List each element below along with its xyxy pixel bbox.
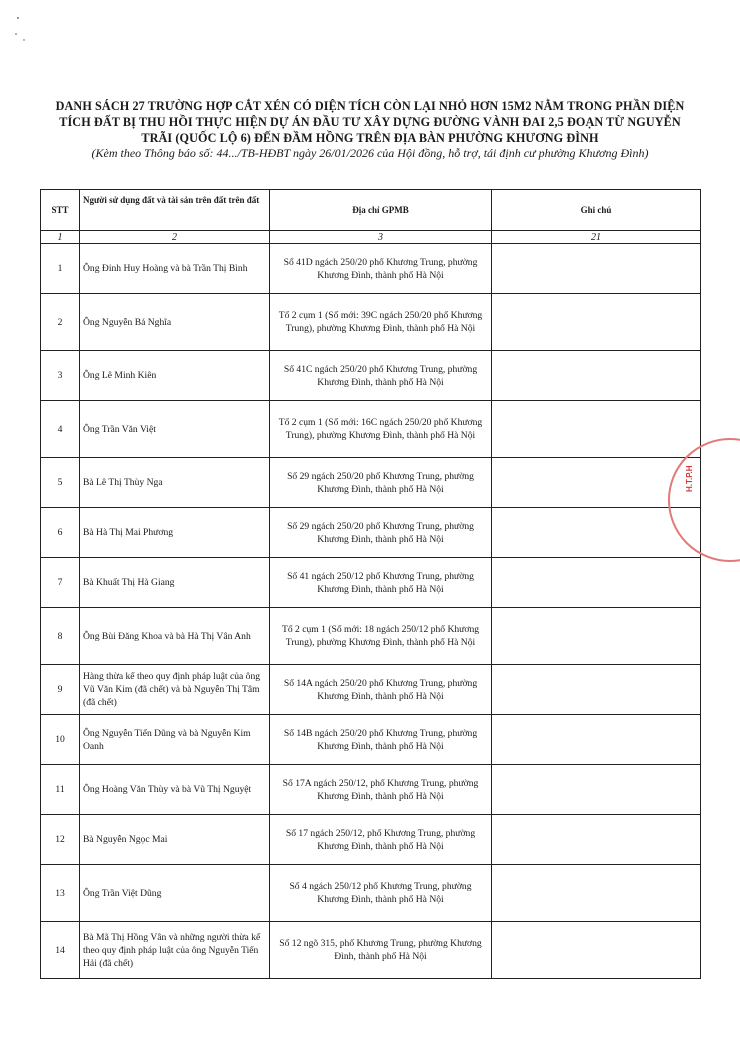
note-cell: [492, 608, 701, 665]
stt-cell: 13: [41, 865, 80, 922]
address-cell: Tổ 2 cụm 1 (Số mới: 18 ngách 250/12 phố Khương Trung), phường Khương Đình, thành phố Hà Nội: [270, 608, 492, 665]
table-row: [41, 244, 701, 294]
name-cell: Bà Nguyễn Ngọc Mai: [80, 815, 270, 865]
name-cell: Ông Hoàng Văn Thùy và bà Vũ Thị Nguyệt: [80, 765, 270, 815]
name-cell: Ông Nguyễn Bá Nghĩa: [80, 294, 270, 351]
stt-cell: 4: [41, 401, 80, 458]
name-cell: Bà Mã Thị Hồng Vân và những người thừa kế theo quy định pháp luật của ông Nguyễn Tiến Hải (đã chết): [80, 922, 270, 979]
note-cell: [492, 244, 701, 294]
table-row: [41, 765, 701, 815]
stt-cell: 3: [41, 351, 80, 401]
table-header-row: [41, 190, 701, 231]
index-cell-4: 21: [492, 231, 701, 244]
header-name: Người sử dụng đất và tài sản trên đất trên đất: [80, 190, 270, 231]
stt-cell: 8: [41, 608, 80, 665]
address-cell: Số 29 ngách 250/20 phố Khương Trung, phường Khương Đình, thành phố Hà Nội: [270, 458, 492, 508]
note-cell: [492, 665, 701, 715]
index-cell-3: 3: [270, 231, 492, 244]
index-cell-1: 1: [41, 231, 80, 244]
table-row: [41, 558, 701, 608]
address-cell: Số 41D ngách 250/20 phố Khương Trung, phường Khương Đình, thành phố Hà Nội: [270, 244, 492, 294]
address-cell: Số 12 ngõ 315, phố Khương Trung, phường Khương Đình, thành phố Hà Nội: [270, 922, 492, 979]
name-cell: Bà Lê Thị Thùy Nga: [80, 458, 270, 508]
table-row: [41, 508, 701, 558]
header-stt: STT: [41, 190, 80, 231]
address-cell: Số 14B ngách 250/20 phố Khương Trung, phường Khương Đình, thành phố Hà Nội: [270, 715, 492, 765]
table-row: [41, 351, 701, 401]
name-cell: Ông Bùi Đăng Khoa và bà Hà Thị Vân Anh: [80, 608, 270, 665]
table-row: [41, 922, 701, 979]
title-line-1: DANH SÁCH 27 TRƯỜNG HỢP CẮT XÉN CÓ DIỆN TÍCH CÒN LẠI NHỎ HƠN 15M2 NẰM TRONG PHẦN DIỆN: [55, 99, 685, 113]
seal-stamp-text: H.T.P.H: [685, 465, 694, 492]
table-row: [41, 458, 701, 508]
table-row: [41, 665, 701, 715]
stt-cell: 10: [41, 715, 80, 765]
name-cell: Hàng thừa kế theo quy định pháp luật của ông Vũ Văn Kim (đã chết) và bà Nguyễn Thị Tâm (đã chết): [80, 665, 270, 715]
document-title: [30, 98, 710, 146]
table-row: [41, 294, 701, 351]
note-cell: [492, 765, 701, 815]
name-cell: Ông Lê Minh Kiên: [80, 351, 270, 401]
address-cell: Số 17 ngách 250/12, phố Khương Trung, phường Khương Đình, thành phố Hà Nội: [270, 815, 492, 865]
stt-cell: 5: [41, 458, 80, 508]
address-cell: Số 14A ngách 250/20 phố Khương Trung, phường Khương Đình, thành phố Hà Nội: [270, 665, 492, 715]
note-cell: [492, 815, 701, 865]
stt-cell: 1: [41, 244, 80, 294]
name-cell: Ông Trần Văn Việt: [80, 401, 270, 458]
note-cell: [492, 401, 701, 458]
note-cell: [492, 865, 701, 922]
table-row: [41, 815, 701, 865]
name-cell: Bà Hà Thị Mai Phương: [80, 508, 270, 558]
stt-cell: 11: [41, 765, 80, 815]
table-index-row: [41, 231, 701, 244]
table-row: [41, 608, 701, 665]
note-cell: [492, 294, 701, 351]
document-subtitle: (Kèm theo Thông báo số: 44.../TB-HĐBT ngày 26/01/2026 của Hội đồng, hỗ trợ, tái định cư phường Khương Đình): [91, 146, 649, 160]
stt-cell: 7: [41, 558, 80, 608]
address-cell: Tổ 2 cụm 1 (Số mới: 39C ngách 250/20 phố Khương Trung), phường Khương Đình, thành phố Hà Nội: [270, 294, 492, 351]
stt-cell: 14: [41, 922, 80, 979]
land-clearance-table: [40, 189, 701, 979]
note-cell: [492, 558, 701, 608]
name-cell: Bà Khuất Thị Hà Giang: [80, 558, 270, 608]
note-cell: [492, 351, 701, 401]
name-cell: Ông Nguyễn Tiến Dũng và bà Nguyễn Kim Oanh: [80, 715, 270, 765]
table-row: [41, 865, 701, 922]
name-cell: Ông Trần Việt Dũng: [80, 865, 270, 922]
address-cell: Số 4 ngách 250/12 phố Khương Trung, phường Khương Đình, thành phố Hà Nội: [270, 865, 492, 922]
address-cell: Số 17A ngách 250/12, phố Khương Trung, phường Khương Đình, thành phố Hà Nội: [270, 765, 492, 815]
stt-cell: 9: [41, 665, 80, 715]
note-cell: [492, 922, 701, 979]
stt-cell: 6: [41, 508, 80, 558]
address-cell: Số 29 ngách 250/20 phố Khương Trung, phường Khương Đình, thành phố Hà Nội: [270, 508, 492, 558]
address-cell: Số 41 ngách 250/12 phố Khương Trung, phường Khương Đình, thành phố Hà Nội: [270, 558, 492, 608]
table-row: [41, 401, 701, 458]
title-line-3: TRÃI (QUỐC LỘ 6) ĐẾN ĐẦM HỒNG TRÊN ĐỊA BÀN PHƯỜNG KHƯƠNG ĐÌNH: [141, 131, 599, 145]
header-address: Địa chỉ GPMB: [270, 190, 492, 231]
scan-speck-marks: [10, 10, 40, 50]
table-row: [41, 715, 701, 765]
title-line-2: TÍCH ĐẤT BỊ THU HỒI THỰC HIỆN DỰ ÁN ĐẦU TƯ XÂY DỰNG ĐƯỜNG VÀNH ĐAI 2,5 ĐOẠN TỪ NGUYỄN: [59, 115, 681, 129]
index-cell-2: 2: [80, 231, 270, 244]
stt-cell: 2: [41, 294, 80, 351]
note-cell: [492, 715, 701, 765]
address-cell: Tổ 2 cụm 1 (Số mới: 16C ngách 250/20 phố Khương Trung), phường Khương Đình, thành phố Hà Nội: [270, 401, 492, 458]
name-cell: Ông Đinh Huy Hoàng và bà Trần Thị Bình: [80, 244, 270, 294]
address-cell: Số 41C ngách 250/20 phố Khương Trung, phường Khương Đình, thành phố Hà Nội: [270, 351, 492, 401]
header-note: Ghi chú: [492, 190, 701, 231]
stt-cell: 12: [41, 815, 80, 865]
